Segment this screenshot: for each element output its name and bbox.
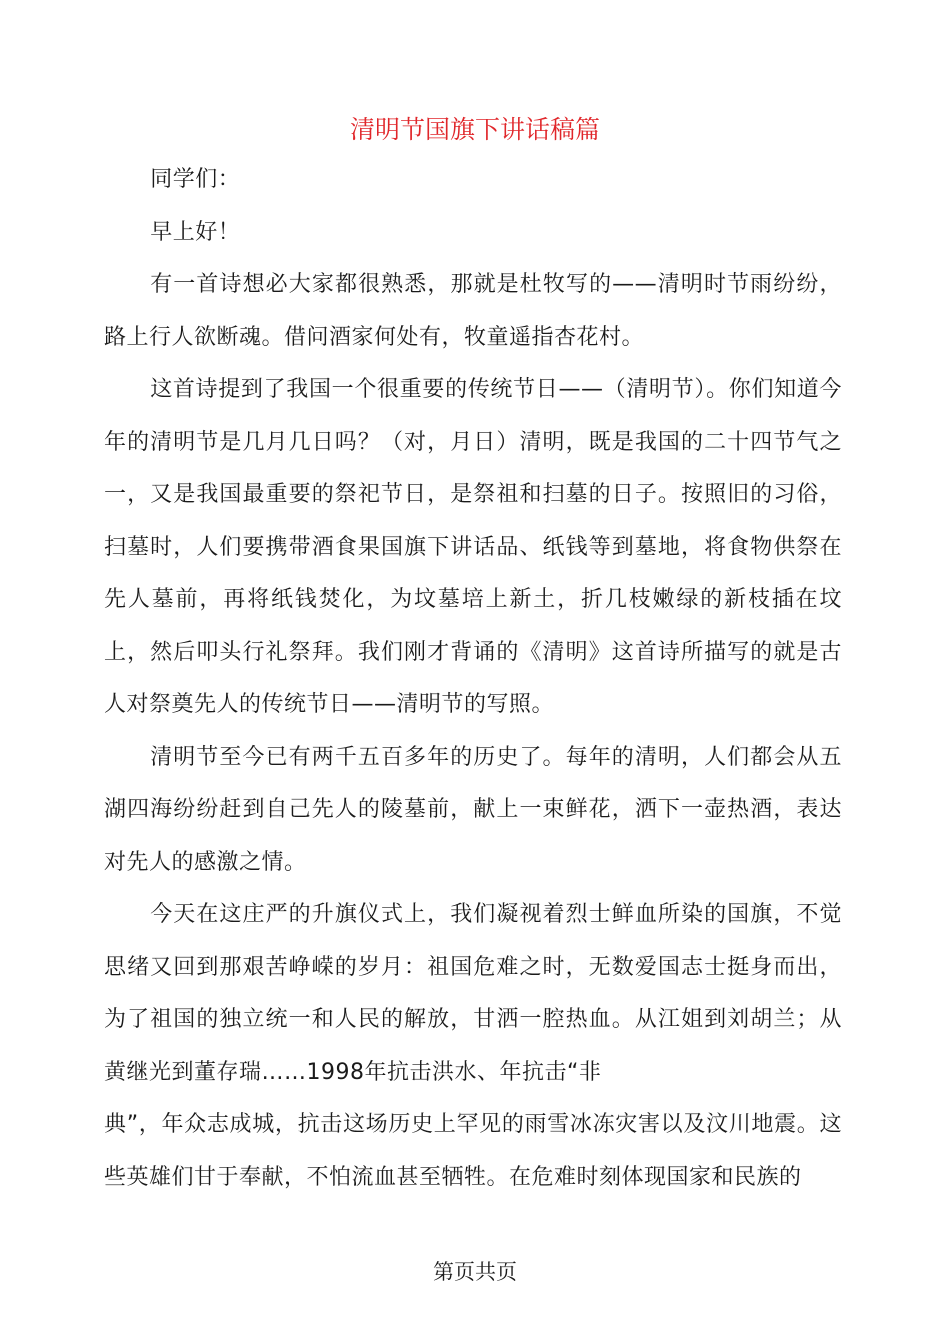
paragraph-history: 清明节至今已有两千五百多年的历史了。每年的清明，人们都会从五湖四海纷纷赶到自己先人的陵墓前，献上一束鲜花，洒下一壶热酒，表达对先人的感激之情。 (104, 744, 842, 875)
document-body (104, 154, 842, 1204)
paragraph-greeting: 同学们： (150, 167, 241, 192)
paragraph-poem: 有一首诗想必大家都很熟悉，那就是杜牧写的——清明时节雨纷纷，路上行人欲断魂。借问酒家何处有，牧童遥指杏花村。 (104, 272, 842, 350)
paragraph-qingming-custom: 这首诗提到了我国一个很重要的传统节日——（清明节）。你们知道今年的清明节是几月几日吗？（对，月日）清明，既是我国的二十四节气之一，又是我国最重要的祭祀节日，是祭祖和扫墓的日子。按照旧的习俗，扫墓时，人们要携带酒食果国旗下讲话品、纸钱等到墓地，将食物供祭在先人墓前，再将纸钱焚化，为坟墓培上新土，折几枝嫩绿的新枝插在坟上，然后叩头行礼祭拜。我们刚才背诵的《清明》这首诗所描写的就是古人对祭奠先人的传统节日——清明节的写照。 (104, 377, 842, 717)
page-footer: 第页共页 (433, 1260, 517, 1284)
paragraph-heroes-continued: 典”，年众志成城，抗击这场历史上罕见的雨雪冰冻灾害以及汶川地震。这些英雄们甘于奉献，不怕流血甚至牺牲。在危难时刻体现国家和民族的 (104, 1112, 842, 1190)
paragraph-morning: 早上好！ (150, 219, 241, 245)
document-title: 清明节国旗下讲话稿篇 (349, 115, 600, 144)
paragraph-heroes: 今天在这庄严的升旗仪式上，我们凝视着烈士鲜血所染的国旗，不觉思绪又回到那艰苦峥嵘的岁月：祖国危难之时，无数爱国志士挺身而出，为了祖国的独立统一和人民的解放，甘洒一腔热血。从江姐到刘胡兰；从黄继光到董存瑞……1998年抗击洪水、年抗击“非 (104, 902, 842, 1085)
